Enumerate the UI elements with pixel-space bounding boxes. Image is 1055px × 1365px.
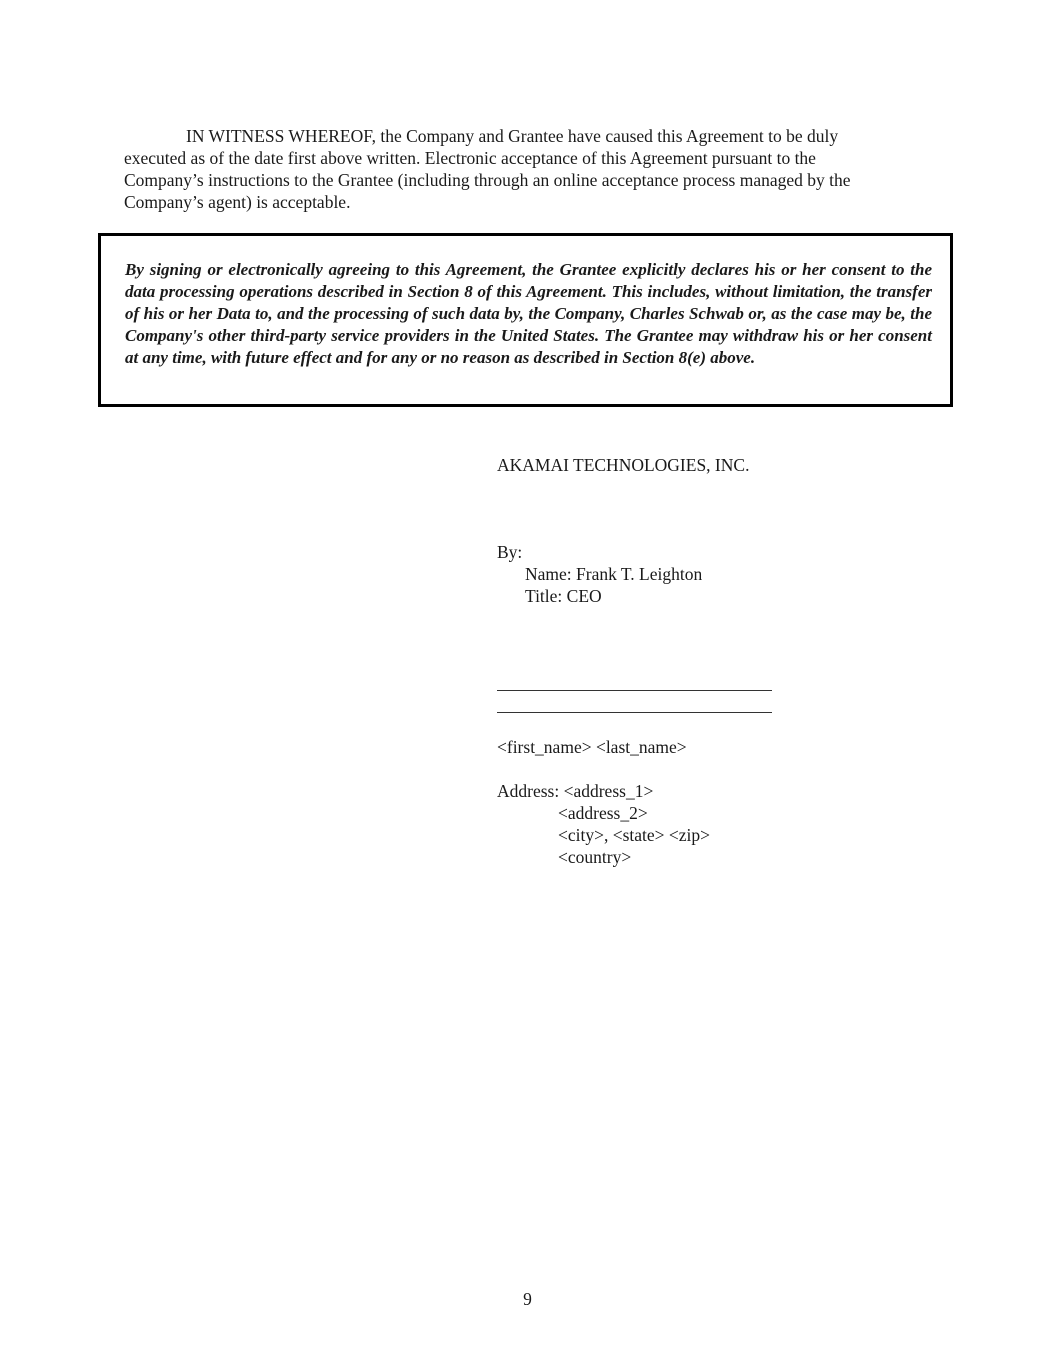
witness-paragraph bbox=[124, 125, 924, 213]
grantee-name: <first_name> <last_name> bbox=[497, 737, 687, 757]
officer-name: Name: Frank T. Leighton bbox=[525, 564, 703, 584]
witness-line: IN WITNESS WHEREOF, the Company and Grantee have caused this Agreement to be duly bbox=[186, 126, 839, 146]
officer-title: Title: CEO bbox=[525, 586, 602, 606]
address-line-1: Address: <address_1> bbox=[497, 781, 654, 801]
witness-line: executed as of the date first above written. Electronic acceptance of this Agreement pursuant to the bbox=[124, 148, 816, 168]
company-name: AKAMAI TECHNOLOGIES, INC. bbox=[497, 455, 750, 475]
page-number: 9 bbox=[523, 1289, 532, 1309]
address-city-state-zip: <city>, <state> <zip> bbox=[558, 825, 711, 845]
by-label: By: bbox=[497, 542, 523, 562]
signature-line bbox=[497, 712, 772, 713]
company-signature-block bbox=[497, 454, 917, 606]
address-line-2: <address_2> bbox=[558, 803, 648, 823]
grantee-address-block bbox=[497, 780, 711, 867]
address-country: <country> bbox=[558, 847, 632, 867]
consent-notice-text: By signing or electronically agreeing to this Agreement, the Grantee explicitly declares his or her consent to the data processing operations described in Section 8 of this Agreement. This includes, without limitation, the transfer of his or her Data to, and the processing of such data by, the Company, Charles Schwab or, as the case may be, the Company's other third-party service providers in the United States. The Grantee may withdraw his or her consent at any time, with future effect and for any or no reason as described in Section 8(e) above. bbox=[125, 260, 932, 367]
witness-line: Company’s instructions to the Grantee (including through an online acceptance process managed by the bbox=[124, 170, 851, 190]
witness-line: Company’s agent) is acceptable. bbox=[124, 192, 351, 212]
signature-line bbox=[497, 690, 772, 691]
consent-notice-box bbox=[98, 233, 953, 407]
